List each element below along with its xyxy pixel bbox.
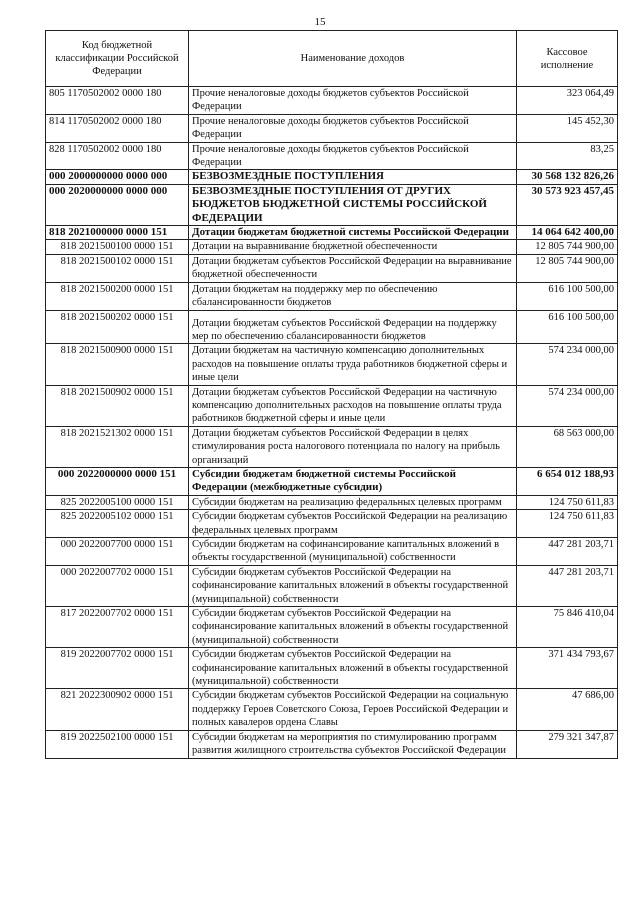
header-code: Код бюджетной классификации Российской Федерации	[46, 31, 189, 87]
table-row	[46, 240, 618, 254]
row-code: 000 2022007700 0000 151	[46, 538, 189, 566]
table-row	[46, 310, 618, 344]
row-name: Дотации бюджетам субъектов Российской Федерации на выравнивание бюджетной обеспеченности	[189, 254, 517, 282]
row-amount: 447 281 203,71	[517, 538, 618, 566]
row-amount: 323 064,49	[517, 87, 618, 115]
row-name: БЕЗВОЗМЕЗДНЫЕ ПОСТУПЛЕНИЯ	[189, 170, 517, 184]
row-amount: 75 846 410,04	[517, 607, 618, 648]
row-name: Дотации бюджетам на поддержку мер по обеспечению сбалансированности бюджетов	[189, 282, 517, 310]
row-code: 818 2021500202 0000 151	[46, 310, 189, 344]
row-name: Субсидии бюджетам субъектов Российской Федерации на софинансирование капитальных вложений в объекты государственной (муниципальной) собственности	[189, 565, 517, 606]
row-name: Субсидии бюджетам бюджетной системы Российской Федерации (межбюджетные субсидии)	[189, 467, 517, 495]
table-row	[46, 510, 618, 538]
row-amount: 12 805 744 900,00	[517, 240, 618, 254]
row-code: 819 2022007702 0000 151	[46, 648, 189, 689]
row-name: Субсидии бюджетам субъектов Российской Федерации на софинансирование капитальных вложений в объекты государственной (муниципальной) собственности	[189, 648, 517, 689]
row-code: 819 2022502100 0000 151	[46, 730, 189, 758]
row-name: Дотации бюджетам субъектов Российской Федерации на частичную компенсацию дополнительных расходов на повышение оплаты труда работников бюджетной сферы и иные цели	[189, 385, 517, 426]
row-name: Субсидии бюджетам на мероприятия по стимулированию программ развития жилищного строительства субъектов Российской Федерации	[189, 730, 517, 758]
row-name: Прочие неналоговые доходы бюджетов субъектов Российской Федерации	[189, 87, 517, 115]
row-name: Дотации бюджетам субъектов Российской Федерации в целях стимулирования роста налогового потенциала по налогу на прибыль организаций	[189, 426, 517, 467]
row-code: 818 2021500102 0000 151	[46, 254, 189, 282]
row-code: 818 2021500100 0000 151	[46, 240, 189, 254]
row-code: 000 2022000000 0000 151	[46, 467, 189, 495]
table-row	[46, 87, 618, 115]
row-amount: 616 100 500,00	[517, 310, 618, 344]
row-amount: 83,25	[517, 142, 618, 170]
table-row-total	[46, 467, 618, 495]
header-amount: Кассовое исполнение	[517, 31, 618, 87]
row-code: 000 2000000000 0000 000	[46, 170, 189, 184]
row-amount: 47 686,00	[517, 689, 618, 730]
table-row	[46, 385, 618, 426]
table-row	[46, 565, 618, 606]
row-name: Дотации бюджетам бюджетной системы Российской Федерации	[189, 226, 517, 240]
table-row	[46, 538, 618, 566]
row-amount: 145 452,30	[517, 114, 618, 142]
row-amount: 279 321 347,87	[517, 730, 618, 758]
row-name: Субсидии бюджетам на реализацию федеральных целевых программ	[189, 495, 517, 509]
table-row	[46, 142, 618, 170]
table-row	[46, 114, 618, 142]
row-name: Субсидии бюджетам на софинансирование капитальных вложений в объекты государственной (муниципальной) собственности	[189, 538, 517, 566]
row-code: 818 2021000000 0000 151	[46, 226, 189, 240]
table-row-total	[46, 170, 618, 184]
row-name: Субсидии бюджетам субъектов Российской Федерации на реализацию федеральных целевых программ	[189, 510, 517, 538]
row-amount: 574 234 000,00	[517, 344, 618, 385]
row-amount: 30 568 132 826,26	[517, 170, 618, 184]
revenue-table	[45, 30, 618, 759]
row-code: 825 2022005102 0000 151	[46, 510, 189, 538]
row-amount: 447 281 203,71	[517, 565, 618, 606]
row-name: БЕЗВОЗМЕЗДНЫЕ ПОСТУПЛЕНИЯ ОТ ДРУГИХ БЮДЖЕТОВ БЮДЖЕТНОЙ СИСТЕМЫ РОССИЙСКОЙ ФЕДЕРАЦИИ	[189, 184, 517, 225]
row-amount: 68 563 000,00	[517, 426, 618, 467]
row-amount: 371 434 793,67	[517, 648, 618, 689]
row-name: Прочие неналоговые доходы бюджетов субъектов Российской Федерации	[189, 142, 517, 170]
table-row	[46, 730, 618, 758]
row-code: 817 2022007702 0000 151	[46, 607, 189, 648]
table-row	[46, 282, 618, 310]
table-row	[46, 689, 618, 730]
row-name: Дотации бюджетам субъектов Российской Федерации на поддержку мер по обеспечению сбалансированности бюджетов	[189, 310, 517, 344]
row-name: Субсидии бюджетам субъектов Российской Федерации на софинансирование капитальных вложений в объекты государственной (муниципальной) собственности	[189, 607, 517, 648]
row-code: 821 2022300902 0000 151	[46, 689, 189, 730]
table-row	[46, 426, 618, 467]
row-amount: 574 234 000,00	[517, 385, 618, 426]
header-name: Наименование доходов	[189, 31, 517, 87]
row-code: 818 2021500900 0000 151	[46, 344, 189, 385]
table-row	[46, 495, 618, 509]
row-code: 818 2021500200 0000 151	[46, 282, 189, 310]
page-number: 15	[314, 16, 326, 28]
row-code: 814 1170502002 0000 180	[46, 114, 189, 142]
row-code: 818 2021500902 0000 151	[46, 385, 189, 426]
row-code: 828 1170502002 0000 180	[46, 142, 189, 170]
table-row-total	[46, 226, 618, 240]
row-amount: 124 750 611,83	[517, 510, 618, 538]
row-amount: 12 805 744 900,00	[517, 254, 618, 282]
row-code: 818 2021521302 0000 151	[46, 426, 189, 467]
row-amount: 616 100 500,00	[517, 282, 618, 310]
table-row	[46, 607, 618, 648]
row-code: 805 1170502002 0000 180	[46, 87, 189, 115]
table-row	[46, 254, 618, 282]
table-row-total	[46, 184, 618, 225]
row-amount: 6 654 012 188,93	[517, 467, 618, 495]
row-code: 825 2022005100 0000 151	[46, 495, 189, 509]
row-amount: 30 573 923 457,45	[517, 184, 618, 225]
row-amount: 124 750 611,83	[517, 495, 618, 509]
row-name: Дотации на выравнивание бюджетной обеспеченности	[189, 240, 517, 254]
row-name: Прочие неналоговые доходы бюджетов субъектов Российской Федерации	[189, 114, 517, 142]
table-row	[46, 648, 618, 689]
row-code: 000 2022007702 0000 151	[46, 565, 189, 606]
row-code: 000 2020000000 0000 000	[46, 184, 189, 225]
row-name: Субсидии бюджетам субъектов Российской Федерации на социальную поддержку Героев Советского Союза, Героев Российской Федерации и полных кавалеров ордена Славы	[189, 689, 517, 730]
row-name: Дотации бюджетам на частичную компенсацию дополнительных расходов на повышение оплаты труда работников бюджетной сферы и иные цели	[189, 344, 517, 385]
row-amount: 14 064 642 400,00	[517, 226, 618, 240]
table-row	[46, 344, 618, 385]
table-header-row	[46, 31, 618, 87]
